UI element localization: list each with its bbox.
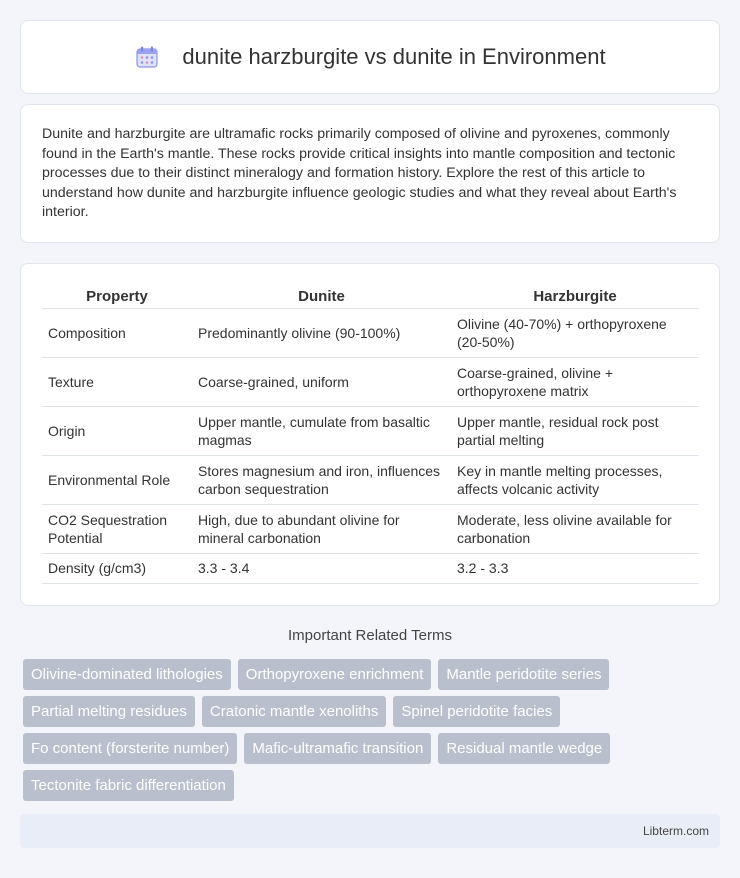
calendar-icon <box>134 44 160 70</box>
related-term-tag[interactable]: Mantle peridotite series <box>438 659 609 690</box>
related-term-tag[interactable]: Residual mantle wedge <box>438 733 610 764</box>
harzburgite-cell: Moderate, less olivine available for carbonation <box>451 504 699 553</box>
dunite-cell: Predominantly olivine (90-100%) <box>192 308 451 357</box>
property-cell: Density (g/cm3) <box>42 553 192 583</box>
table-row <box>42 308 699 357</box>
related-term-tag[interactable]: Spinel peridotite facies <box>393 696 560 727</box>
harzburgite-cell: Coarse-grained, olivine + orthopyroxene matrix <box>451 357 699 406</box>
related-terms-title: Important Related Terms <box>288 627 452 644</box>
page-title: dunite harzburgite vs dunite in Environment <box>182 44 606 69</box>
intro-paragraph: Dunite and harzburgite are ultramafic rocks primarily composed of olivine and pyroxenes, commonly found in the Earth's mantle. These rocks provide critical insights into mantle composition and tectonic processes due to their distinct mineralogy and formation history. Explore the rest of this article to understand how dunite and harzburgite influence geologic studies and what they reveal about Earth's interior. <box>42 126 677 221</box>
footer-site-link[interactable]: Libterm.com <box>642 824 709 838</box>
table-row <box>42 406 699 455</box>
property-cell: Composition <box>42 308 192 357</box>
dunite-cell: Stores magnesium and iron, influences carbon sequestration <box>192 455 451 504</box>
dunite-cell: Upper mantle, cumulate from basaltic magmas <box>192 406 451 455</box>
table-row <box>42 455 699 504</box>
related-term-tag[interactable]: Cratonic mantle xenoliths <box>202 696 386 727</box>
harzburgite-cell: Upper mantle, residual rock post partial melting <box>451 406 699 455</box>
property-cell: Environmental Role <box>42 455 192 504</box>
header-dunite: Dunite <box>192 286 451 308</box>
table-header-row <box>42 286 699 308</box>
harzburgite-cell: 3.2 - 3.3 <box>451 553 699 583</box>
harzburgite-cell: Olivine (40-70%) + orthopyroxene (20-50%) <box>451 308 699 357</box>
related-term-tag[interactable]: Tectonite fabric differentiation <box>23 770 234 801</box>
property-cell: Origin <box>42 406 192 455</box>
related-term-tag[interactable]: Olivine-dominated lithologies <box>23 659 231 690</box>
table-row <box>42 553 699 583</box>
intro-card <box>20 104 720 243</box>
comparison-table <box>42 286 699 584</box>
table-row <box>42 357 699 406</box>
dunite-cell: Coarse-grained, uniform <box>192 357 451 406</box>
property-cell: Texture <box>42 357 192 406</box>
comparison-table-card <box>20 263 720 606</box>
footer <box>20 814 720 848</box>
related-terms-list <box>23 659 723 807</box>
header-property: Property <box>42 286 192 308</box>
related-term-tag[interactable]: Fo content (forsterite number) <box>23 733 237 764</box>
property-cell: CO2 Sequestration Potential <box>42 504 192 553</box>
dunite-cell: High, due to abundant olivine for mineral carbonation <box>192 504 451 553</box>
header-harzburgite: Harzburgite <box>451 286 699 308</box>
related-term-tag[interactable]: Orthopyroxene enrichment <box>238 659 432 690</box>
header <box>134 44 605 70</box>
dunite-cell: 3.3 - 3.4 <box>192 553 451 583</box>
related-term-tag[interactable]: Partial melting residues <box>23 696 195 727</box>
table-row <box>42 504 699 553</box>
header-card <box>20 20 720 94</box>
related-term-tag[interactable]: Mafic-ultramafic transition <box>244 733 431 764</box>
harzburgite-cell: Key in mantle melting processes, affects volcanic activity <box>451 455 699 504</box>
